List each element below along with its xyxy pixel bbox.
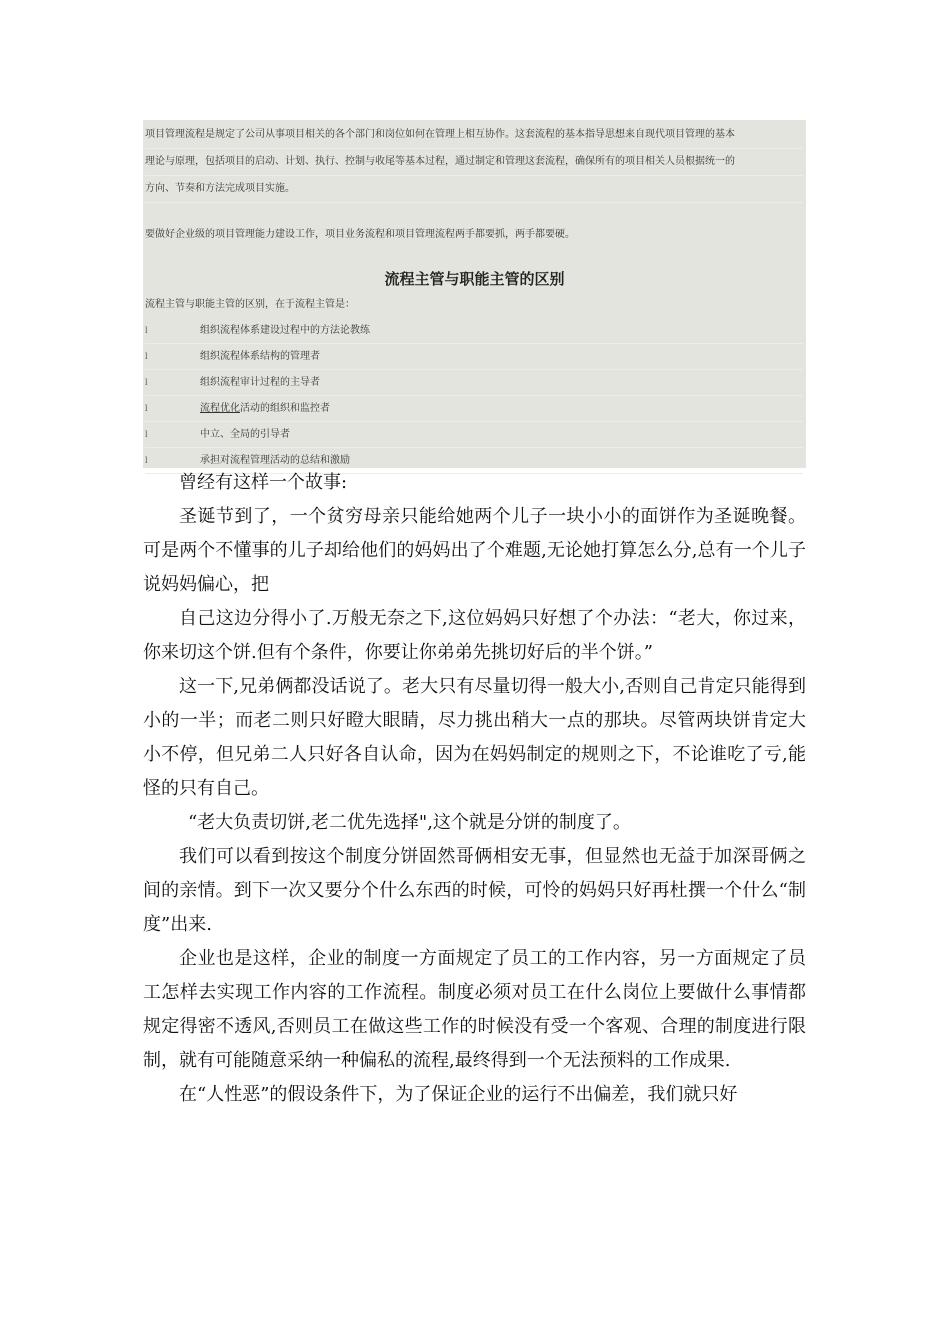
process-optimization-link[interactable]: 流程优化 xyxy=(200,403,240,414)
list-item xyxy=(145,318,803,344)
bullet-icon: l xyxy=(145,378,148,387)
bullet-icon: l xyxy=(145,326,148,335)
list-item xyxy=(145,370,803,396)
bullet-icon: l xyxy=(145,404,148,413)
story-paragraph: 自己这边分得小了.万般无奈之下,这位妈妈只好想了个办法：“老大，你过来，你来切这个饼.但有个条件，你要让你弟弟先挑切好后的半个饼。” xyxy=(143,608,806,663)
story-paragraph: 在“人性恶”的假设条件下，为了保证企业的运行不出偏差，我们就只好 xyxy=(179,1084,738,1105)
story-paragraph: “老大负责切饼,老二优先选择",这个就是分饼的制度了。 xyxy=(188,812,631,833)
story-body xyxy=(143,466,806,1112)
section-intro: 流程主管与职能主管的区别，在于流程主管是： xyxy=(145,299,355,310)
paragraph-line: 方向、节奏和方法完成项目实施。 xyxy=(145,176,803,203)
story-paragraph: 企业也是这样，企业的制度一方面规定了员工的工作内容，另一方面规定了员工怎样去实现工作内容的工作流程。制度必须对员工在什么岗位上要做什么事情都规定得密不透风,否则员工在做这些工作的时候没有受一个客观、合理的制度进行限制，就有可能随意采纳一种偏私的流程,最终得到一个无法预料的工作成果. xyxy=(143,948,806,1071)
list-item-text-suffix: 活动的组织和监控者 xyxy=(240,403,330,414)
list-item-text: 组织流程审计过程的主导者 xyxy=(200,377,320,388)
paragraph-line: 项目管理流程是规定了公司从事项目相关的各个部门和岗位如何在管理上相互协作。这套流程的基本指导思想来自现代项目管理的基本 xyxy=(145,122,803,149)
list-item xyxy=(145,396,803,422)
process-owner-list xyxy=(145,318,803,474)
list-item xyxy=(145,344,803,370)
section-title: 流程主管与职能主管的区别 xyxy=(384,270,565,288)
bullet-icon: l xyxy=(145,456,148,465)
list-item-text: 中立、全局的引导者 xyxy=(200,429,290,440)
story-paragraph: 圣诞节到了，一个贫穷母亲只能给她两个儿子一块小小的面饼作为圣诞晚餐。可是两个不懂事的儿子却给他们的妈妈出了个难题,无论她打算怎么分,总有一个儿子说妈妈偏心，把 xyxy=(143,506,806,595)
list-item-text xyxy=(200,396,330,421)
bullet-icon: l xyxy=(145,352,148,361)
capability-paragraph: 要做好企业级的项目管理能力建设工作，项目业务流程和项目管理流程两手都要抓，两手都要硬。 xyxy=(145,229,575,240)
list-item-text: 承担对流程管理活动的总结和激励 xyxy=(200,455,350,466)
paragraph-line: 理论与原理，包括项目的启动、计划、执行、控制与收尾等基本过程，通过制定和管理这套流程，确保所有的项目相关人员根据统一的 xyxy=(145,149,803,176)
story-paragraph: 我们可以看到按这个制度分饼固然哥俩相安无事，但显然也无益于加深哥俩之间的亲情。到下一次又要分个什么东西的时候，可怜的妈妈只好再杜撰一个什么“制度”出来. xyxy=(143,846,806,935)
list-item-text: 组织流程体系建设过程中的方法论教练 xyxy=(200,325,370,336)
project-process-paragraph xyxy=(145,122,803,203)
story-paragraph: 曾经有这样一个故事: xyxy=(179,472,348,493)
list-item-text: 组织流程体系结构的管理者 xyxy=(200,351,320,362)
bullet-icon: l xyxy=(145,430,148,439)
list-item xyxy=(145,422,803,448)
story-paragraph: 这一下,兄弟俩都没话说了。老大只有尽量切得一般大小,否则自己肯定只能得到小的一半；而老二则只好瞪大眼睛，尽力挑出稍大一点的那块。尽管两块饼肯定大小不停，但兄弟二人只好各自认命，因为在妈妈制定的规则之下，不论谁吃了亏,能怪的只有自己。 xyxy=(143,676,806,799)
